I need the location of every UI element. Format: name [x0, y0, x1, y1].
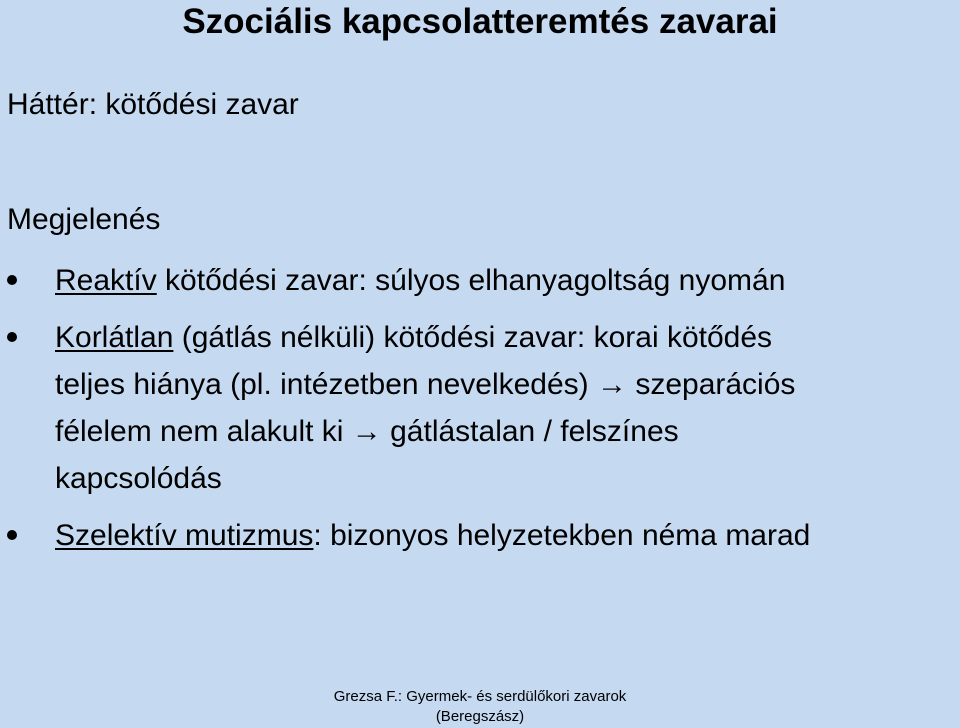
slide-title: Szociális kapcsolatteremtés zavarai	[182, 2, 778, 41]
bullet-dot-icon	[7, 530, 17, 540]
footer-line: Grezsa F.: Gyermek- és serdülőkori zavarok	[333, 688, 627, 705]
bullet-text-line: (gátlás nélküli) kötődési zavar: korai kötődés	[173, 321, 773, 354]
slide-footer	[0, 687, 960, 727]
background-line: Háttér: kötődési zavar	[7, 88, 299, 121]
bullet-list	[0, 257, 960, 569]
bullet-dot-icon	[7, 275, 17, 285]
bullet-text: kötődési zavar: súlyos elhanyagoltság nyomán	[156, 264, 786, 297]
bullet-text-line: teljes hiánya (pl. intézetben nevelkedés) → szeparációs	[55, 368, 796, 401]
bullet-text-line: félelem nem alakult ki → gátlástalan / felszínes	[55, 415, 679, 448]
bullet-term: Szelektív mutizmus	[55, 519, 314, 552]
bullet-item-unrestricted	[0, 314, 960, 502]
bullet-text-line: kapcsolódás	[55, 462, 222, 495]
footer-line: (Beregszász)	[435, 708, 525, 725]
bullet-item-reactive	[0, 257, 960, 304]
bullet-dot-icon	[7, 332, 17, 342]
bullet-term: Reaktív	[55, 264, 157, 297]
bullet-item-mutism	[0, 512, 960, 559]
bullet-term: Korlátlan	[55, 321, 174, 354]
bullet-text: : bizonyos helyzetekben néma marad	[313, 519, 811, 552]
section-heading: Megjelenés	[7, 203, 161, 236]
